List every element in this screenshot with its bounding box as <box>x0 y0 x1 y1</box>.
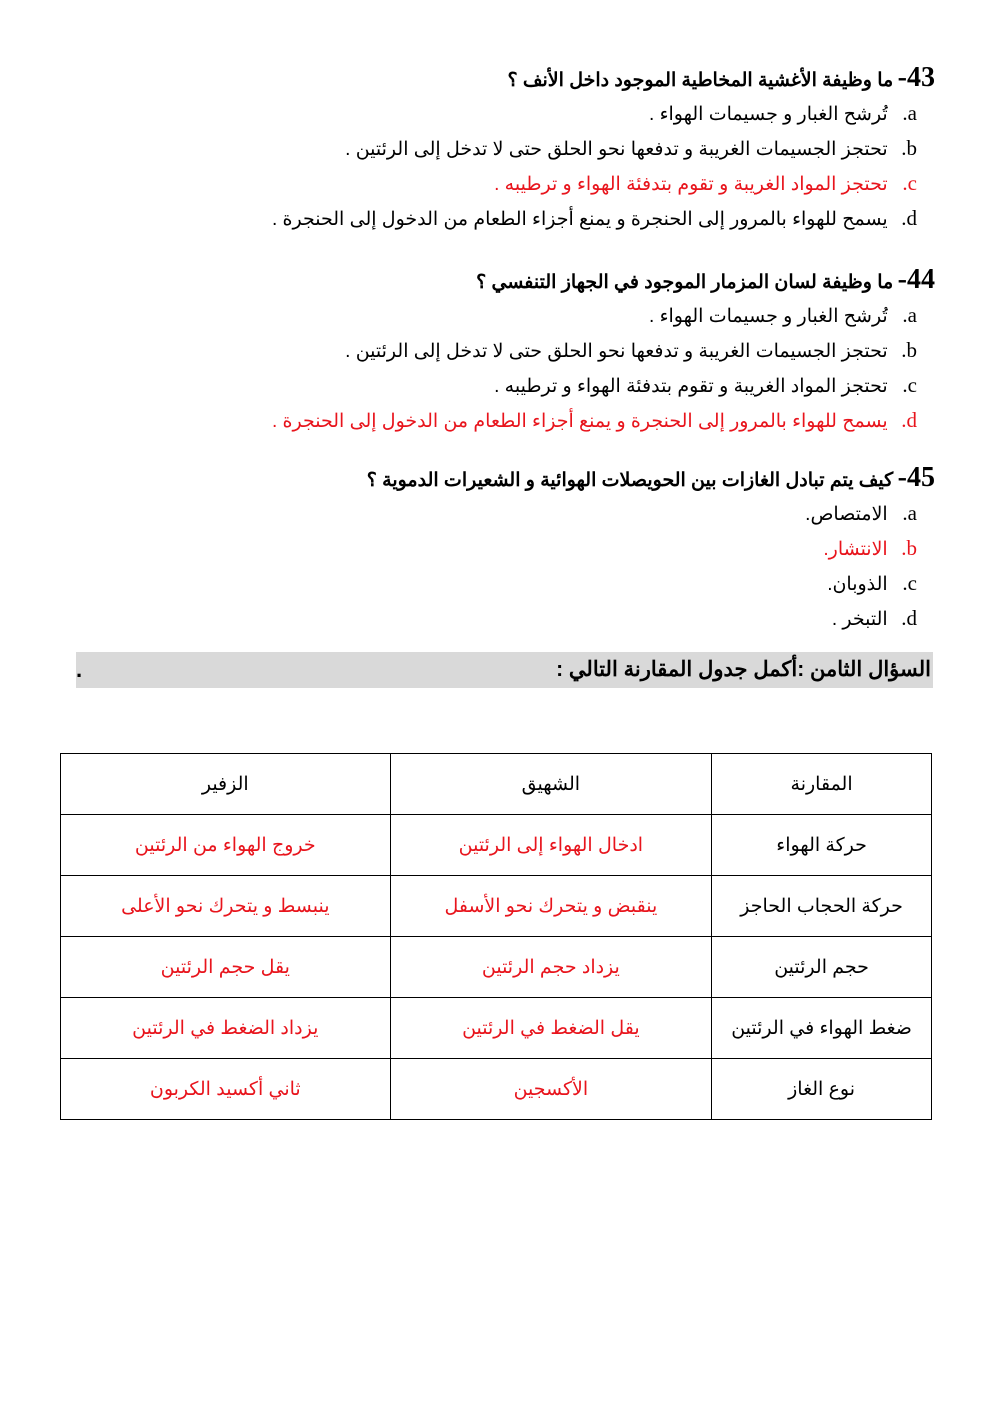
exhale-answer-cell[interactable]: ينبسط و يتحرك نحو الأعلى <box>61 876 391 937</box>
option-text: يسمح للهواء بالمرور إلى الحنجرة و يمنع أجزاء الطعام من الدخول إلى الحنجرة . <box>272 411 888 432</box>
option-a[interactable] <box>150 298 935 333</box>
option-a[interactable] <box>150 496 935 531</box>
option-text: يسمح للهواء بالمرور إلى الحنجرة و يمنع أجزاء الطعام من الدخول إلى الحنجرة . <box>272 209 888 230</box>
option-c-correct[interactable] <box>150 166 935 201</box>
option-text: الامتصاص. <box>805 504 888 525</box>
option-d[interactable] <box>150 201 935 236</box>
option-text: تحتجز الجسيمات الغريبة و تدفعها نحو الحلق حتى لا تدخل إلى الرئتين . <box>345 341 888 362</box>
table-row <box>61 815 932 876</box>
header-exhale: الزفير <box>61 754 391 815</box>
option-text: تُرشح الغبار و جسيمات الهواء . <box>649 104 888 125</box>
exhale-answer-cell[interactable]: يزداد الضغط في الرئتين <box>61 998 391 1059</box>
option-letter: b. <box>901 136 917 160</box>
option-c[interactable] <box>150 368 935 403</box>
question-44 <box>150 262 935 438</box>
comparison-table <box>60 753 932 1120</box>
option-b[interactable] <box>150 333 935 368</box>
table-row <box>61 998 932 1059</box>
question-number: 43- <box>897 62 935 93</box>
option-b[interactable] <box>150 131 935 166</box>
option-letter: a. <box>902 303 917 327</box>
option-text: تحتجز المواد الغريبة و تقوم بتدفئة الهواء و ترطيبه . <box>494 376 888 397</box>
inhale-answer-cell[interactable]: يقل الضغط في الرئتين <box>390 998 712 1059</box>
section-trailing-dot: . <box>76 657 83 682</box>
exhale-answer-cell[interactable]: خروج الهواء من الرئتين <box>61 815 391 876</box>
option-letter: a. <box>902 101 917 125</box>
section-title: السؤال الثامن :أكمل جدول المقارنة التالي : <box>556 658 931 681</box>
question-number: 44- <box>897 264 935 295</box>
option-a[interactable] <box>150 96 935 131</box>
row-label: حجم الرئتين <box>712 937 932 998</box>
option-letter: a. <box>902 501 917 525</box>
table-row <box>61 876 932 937</box>
question-heading <box>150 262 935 298</box>
option-letter: d. <box>901 206 917 230</box>
option-text: تحتجز المواد الغريبة و تقوم بتدفئة الهواء و ترطيبه . <box>494 174 888 195</box>
option-letter: c. <box>902 571 917 595</box>
option-letter: d. <box>901 408 917 432</box>
question-text: ما وظيفة الأغشية المخاطية الموجود داخل الأنف ؟ <box>507 70 894 91</box>
table-row <box>61 1059 932 1120</box>
option-b-correct[interactable] <box>150 531 935 566</box>
option-letter: c. <box>902 373 917 397</box>
option-text: تحتجز الجسيمات الغريبة و تدفعها نحو الحلق حتى لا تدخل إلى الرئتين . <box>345 139 888 160</box>
question-45 <box>150 460 935 636</box>
option-c[interactable] <box>150 566 935 601</box>
option-text: التبخر . <box>831 609 888 630</box>
question-number: 45- <box>897 462 935 493</box>
row-label: حركة الحجاب الحاجز <box>712 876 932 937</box>
option-text: الذوبان. <box>827 574 888 595</box>
option-d-correct[interactable] <box>150 403 935 438</box>
question-heading <box>150 460 935 496</box>
row-label: نوع الغاز <box>712 1059 932 1120</box>
exhale-answer-cell[interactable]: ثاني أكسيد الكربون <box>61 1059 391 1120</box>
table-row <box>61 937 932 998</box>
inhale-answer-cell[interactable]: ادخال الهواء إلى الرئتين <box>390 815 712 876</box>
header-inhale: الشهيق <box>390 754 712 815</box>
inhale-answer-cell[interactable]: يزداد حجم الرئتين <box>390 937 712 998</box>
option-text: تُرشح الغبار و جسيمات الهواء . <box>649 306 888 327</box>
inhale-answer-cell[interactable]: الأكسجين <box>390 1059 712 1120</box>
inhale-answer-cell[interactable]: ينقبض و يتحرك نحو الأسفل <box>390 876 712 937</box>
question-text: كيف يتم تبادل الغازات بين الحويصلات الهوائية و الشعيرات الدموية ؟ <box>366 470 894 491</box>
option-letter: b. <box>901 536 917 560</box>
option-letter: b. <box>901 338 917 362</box>
option-letter: c. <box>902 171 917 195</box>
question-text: ما وظيفة لسان المزمار الموجود في الجهاز التنفسي ؟ <box>476 272 894 293</box>
header-comparison: المقارنة <box>712 754 932 815</box>
question-43 <box>150 60 935 236</box>
exhale-answer-cell[interactable]: يقل حجم الرئتين <box>61 937 391 998</box>
option-d[interactable] <box>150 601 935 636</box>
row-label: ضغط الهواء في الرئتين <box>712 998 932 1059</box>
option-letter: d. <box>901 606 917 630</box>
section-heading-bar <box>76 652 933 688</box>
row-label: حركة الهواء <box>712 815 932 876</box>
table-header-row <box>61 754 932 815</box>
question-heading <box>150 60 935 96</box>
option-text: الانتشار. <box>823 539 888 560</box>
